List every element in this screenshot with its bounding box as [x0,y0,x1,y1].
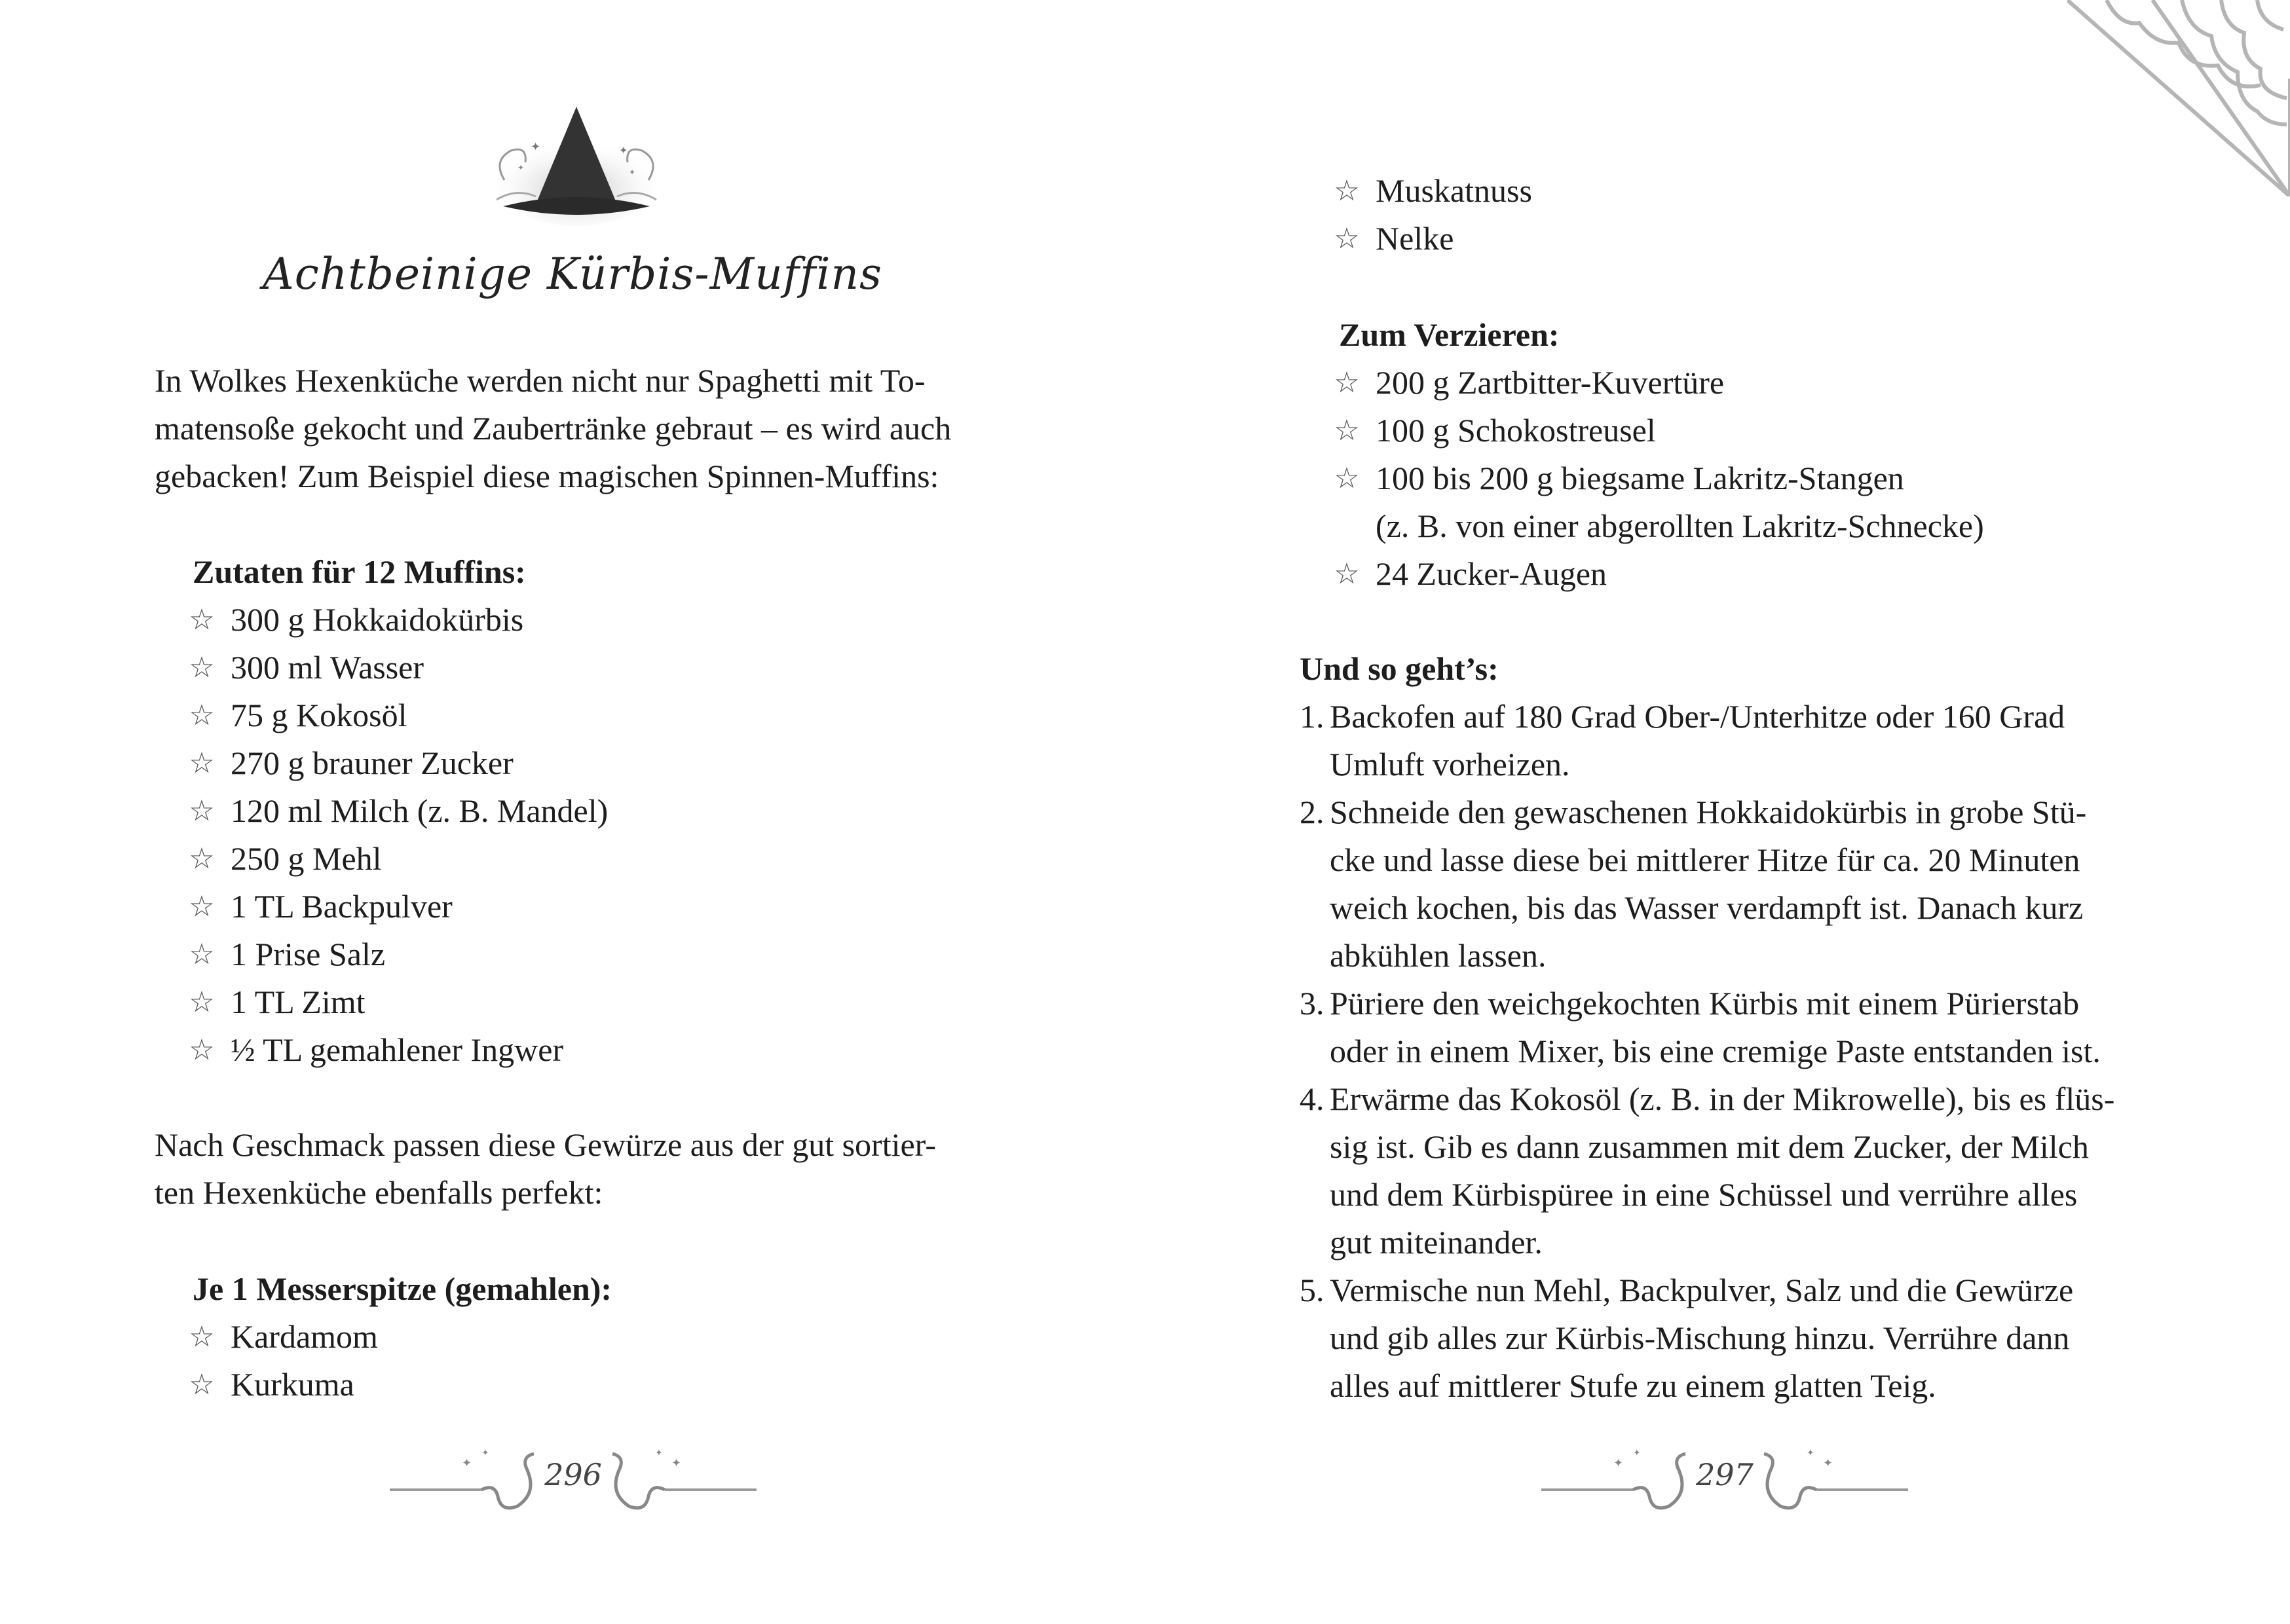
list-item: ☆ 1 Prise Salz [185,931,608,978]
ingredients-heading: Zutaten für 12 Muffins: [193,553,526,590]
star-outline-icon: ☆ [1334,557,1360,591]
spices-section [193,1265,612,1313]
svg-text:✦: ✦ [629,168,636,177]
spices-intro [155,1121,936,1217]
star-outline-icon: ☆ [189,747,215,780]
intro-line: gebacken! Zum Beispiel diese magischen Spinnen-Muffins: [155,458,939,494]
step-number: 5. [1300,1272,1324,1308]
svg-text:✦: ✦ [531,140,541,153]
list-item: ☆ 200 g Zartbitter-Kuvertüre [1330,359,1984,407]
right-page [1145,0,2290,1624]
spices-heading: Je 1 Messerspitze (gemahlen): [193,1270,612,1307]
svg-text:✦: ✦ [517,163,525,172]
star-outline-icon: ☆ [189,794,215,828]
ingredients-list-wrap [185,596,608,1074]
spider-web-icon [2067,0,2290,196]
step-number: 1. [1300,698,1324,735]
list-item: ☆ 120 ml Milch (z. B. Mandel) [185,787,608,835]
step-item: 1. Backofen auf 180 Grad Ober-/Unterhitze oder 160 Grad Umluft vorheizen. [1300,693,2114,788]
spices-list-wrap [185,1313,378,1409]
list-item: ☆ Kardamom [185,1313,378,1361]
star-outline-icon: ☆ [189,890,215,923]
list-item: ☆ 1 TL Zimt [185,978,608,1026]
star-outline-icon: ☆ [189,603,215,637]
list-item: ☆ 300 ml Wasser [185,644,608,692]
decorate-list-wrap [1330,359,1984,598]
decorate-section [1339,311,1560,359]
svg-text:✦: ✦ [619,145,628,157]
svg-text:✦: ✦ [1807,1449,1814,1458]
star-outline-icon: ☆ [189,986,215,1019]
list-item: ☆ Muskatnuss [1330,167,1532,215]
star-outline-icon: ☆ [189,938,215,971]
spices-list [185,1313,378,1409]
list-item: ☆ 300 g Hokkaidokürbis [185,596,608,644]
svg-text:✦: ✦ [655,1449,663,1458]
decorate-list [1330,359,1984,598]
step-number: 2. [1300,794,1324,830]
star-outline-icon: ☆ [189,1320,215,1354]
spices-intro-line: Nach Geschmack passen diese Gewürze aus der gut sortier- [155,1126,936,1163]
spices-continued-wrap [1330,167,1532,263]
witch-hat-icon [491,101,662,226]
spices-intro-line: ten Hexenküche ebenfalls perfekt: [155,1174,603,1211]
list-item: ☆ 75 g Kokosöl [185,692,608,739]
star-outline-icon: ☆ [1334,174,1360,208]
star-outline-icon: ☆ [189,651,215,684]
svg-text:✦: ✦ [1633,1449,1641,1458]
svg-text:✦: ✦ [462,1456,472,1469]
svg-text:✦: ✦ [671,1456,682,1469]
decorate-heading: Zum Verzieren: [1339,316,1560,353]
svg-text:✦: ✦ [1613,1456,1624,1469]
step-number: 4. [1300,1080,1324,1117]
step-item: 2. Schneide den gewaschenen Hokkaidokürbis in grobe Stü- cke und lasse diese bei mittlerer Hitze für ca. 20 Minuten weich kochen, bis das Wasser verdampft ist. Danach kurz abkühlen lassen. [1300,788,2114,980]
step-item: 5. Vermische nun Mehl, Backpulver, Salz und die Gewürze und gib alles zur Kürbis-Mischung hinzu. Verrühre dann alles auf mittlerer Stufe zu einem glatten Teig. [1300,1266,2114,1410]
page-number: 297 [1696,1457,1754,1492]
list-item: ☆ 100 bis 200 g biegsame Lakritz-Stangen [1330,454,1984,502]
intro-paragraph [155,357,951,500]
list-item: ☆ ½ TL gemahlener Ingwer [185,1026,608,1074]
step-item: 4. Erwärme das Kokosöl (z. B. in der Mikrowelle), bis es flüs- sig ist. Gib es dann zusammen mit dem Zucker, der Milch und dem Kürbispüree in eine Schüssel und verrühre alles gut miteinander. [1300,1075,2114,1266]
star-outline-icon: ☆ [189,1368,215,1401]
step-number: 3. [1300,985,1324,1022]
list-item: ☆ 100 g Schokostreusel [1330,407,1984,454]
star-outline-icon: ☆ [189,699,215,732]
star-outline-icon: ☆ [189,1033,215,1067]
intro-line: In Wolkes Hexenküche werden nicht nur Spaghetti mit To- [155,362,926,399]
list-item-continuation: (z. B. von einer abgerollten Lakritz-Schnecke) [1376,507,1984,544]
intro-line: matensoße gekocht und Zaubertränke gebraut – es wird auch [155,410,952,447]
ingredients-section [193,548,526,596]
star-outline-icon: ☆ [1334,222,1360,255]
star-outline-icon: ☆ [189,842,215,876]
list-item: ☆ Nelke [1330,215,1532,263]
list-item: ☆ 24 Zucker-Augen [1330,550,1984,598]
step-item: 3. Püriere den weichgekochten Kürbis mit einem Pürierstab oder in einem Mixer, bis eine cremige Paste entstanden ist. [1300,980,2114,1075]
list-item: ☆ 250 g Mehl [185,835,608,883]
list-item: ☆ Kurkuma [185,1361,378,1409]
star-outline-icon: ☆ [1334,414,1360,447]
star-outline-icon: ☆ [1334,366,1360,399]
star-outline-icon: ☆ [1334,462,1360,495]
steps-list [1300,693,2114,1410]
page-number: 296 [544,1457,602,1492]
svg-text:✦: ✦ [481,1449,489,1458]
list-item: ☆ 270 g brauner Zucker [185,739,608,787]
list-item: ☆ 1 TL Backpulver [185,883,608,931]
svg-text:✦: ✦ [1823,1456,1833,1469]
recipe-title: Achtbeinige Kürbis-Muffins [263,249,882,299]
steps-section [1300,645,2114,1410]
steps-heading: Und so geht’s: [1300,650,1499,687]
ingredients-list [185,596,608,1074]
spices-continued-list [1330,167,1532,263]
